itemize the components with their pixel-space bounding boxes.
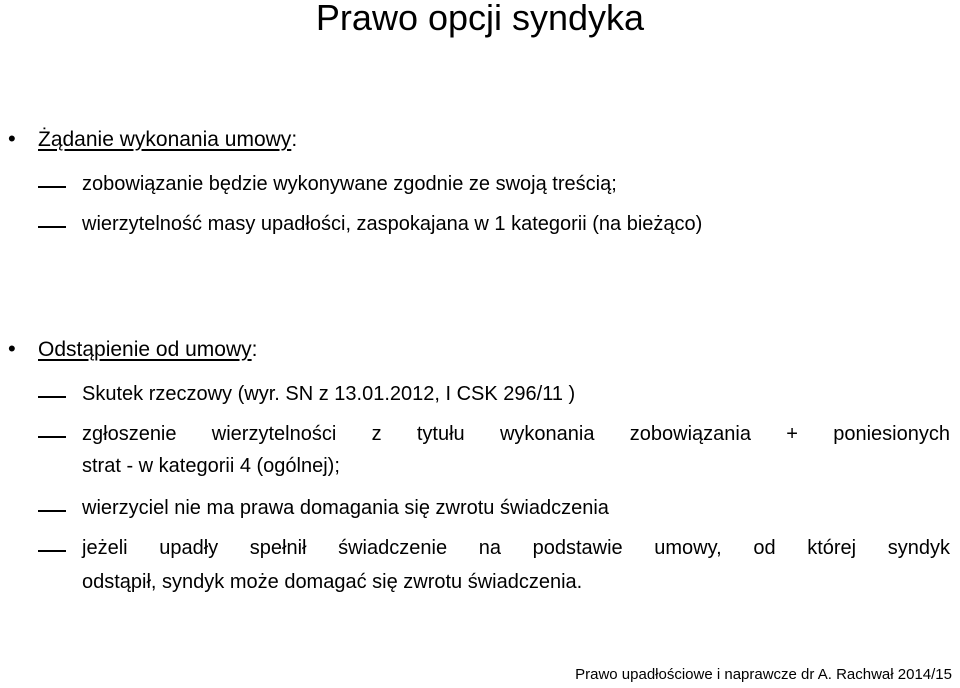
list-item: wierzytelność masy upadłości, zaspokajana w 1 kategorii (na bieżąco) <box>82 213 703 235</box>
list-item: zgłoszenie wierzytelności z tytułu wykonania zobowiązania + poniesionych <box>82 423 950 445</box>
bullet-icon: • <box>8 126 16 151</box>
section-heading-zadanie <box>38 128 297 152</box>
dash-icon <box>38 550 66 552</box>
slide-title: Prawo opcji syndyka <box>315 0 645 38</box>
dash-icon <box>38 226 66 228</box>
list-item: wierzyciel nie ma prawa domagania się zwrotu świadczenia <box>82 497 609 519</box>
section-heading-odstapienie <box>38 338 257 362</box>
bullet-icon: • <box>8 336 16 361</box>
list-item: zobowiązanie będzie wykonywane zgodnie ze swoją treścią; <box>82 173 617 195</box>
heading-colon: : <box>291 128 298 151</box>
heading-colon: : <box>251 338 258 361</box>
dash-icon <box>38 396 66 398</box>
list-item-continuation: odstąpił, syndyk może domagać się zwrotu świadczenia. <box>82 571 583 593</box>
dash-icon <box>38 186 66 188</box>
dash-icon <box>38 510 66 512</box>
section-heading-text: Żądanie wykonania umowy <box>38 128 292 151</box>
dash-icon <box>38 436 66 438</box>
slide-footer: Prawo upadłościowe i naprawcze dr A. Rachwał 2014/15 <box>575 666 952 683</box>
list-item-continuation: strat - w kategorii 4 (ogólnej); <box>82 455 340 477</box>
list-item: jeżeli upadły spełnił świadczenie na podstawie umowy, od której syndyk <box>82 537 950 559</box>
list-item: Skutek rzeczowy (wyr. SN z 13.01.2012, I CSK 296/11 ) <box>82 383 576 405</box>
section-heading-text: Odstąpienie od umowy <box>38 338 252 361</box>
